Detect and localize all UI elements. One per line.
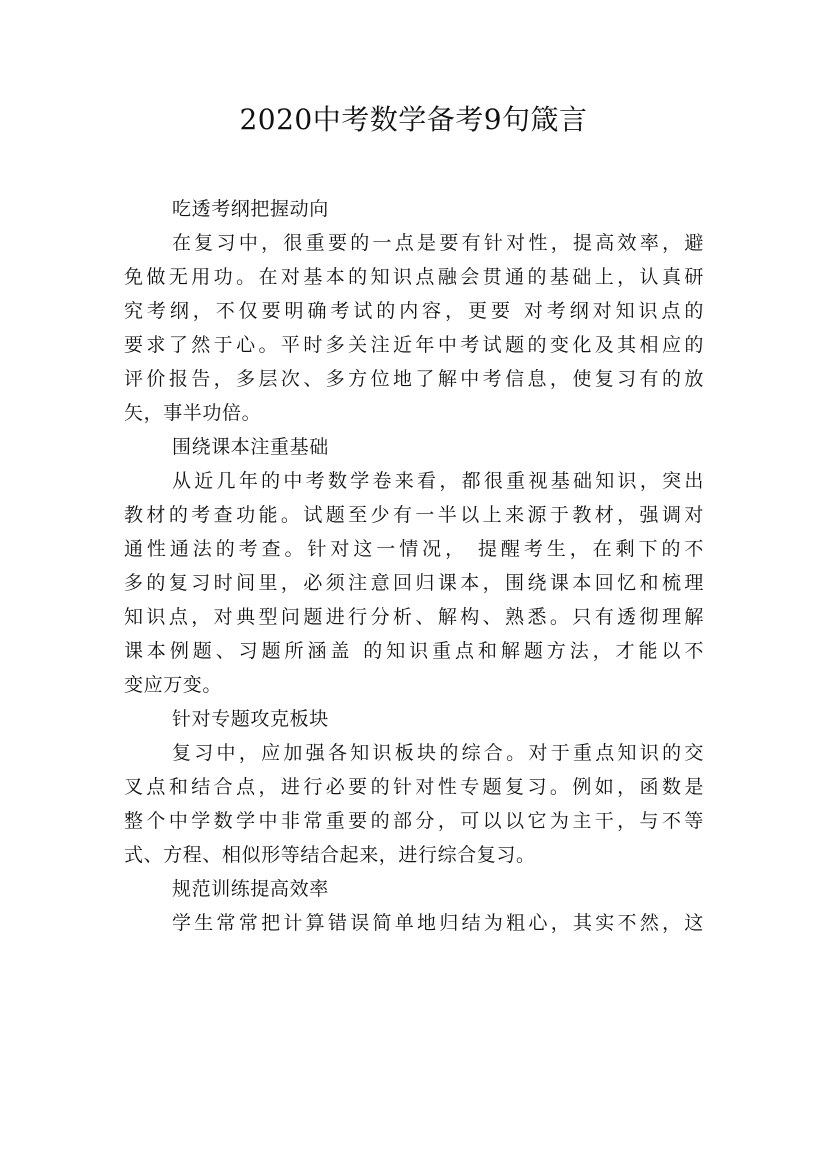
- paragraph-line: 叉点和结合点，进行必要的针对性专题复习。例如，函数是: [124, 776, 704, 798]
- paragraph-line: 复习中，应加强各知识板块的综合。对于重点知识的交: [172, 742, 704, 764]
- paragraph-line: 通性通法的考查。针对这一情况， 提醒考生，在剩下的不: [124, 538, 704, 560]
- paragraph-line: 矢，事半功倍。: [124, 402, 262, 424]
- paragraph-line: 从近几年的中考数学卷来看，都很重视基础知识，突出: [172, 470, 704, 492]
- paragraph-line: 课本例题、习题所涵盖 的知识重点和解题方法，才能以不: [124, 640, 704, 662]
- section-heading: 吃透考纲把握动向: [172, 198, 329, 220]
- paragraph-line: 式、方程、相似形等结合起来，进行综合复习。: [124, 844, 536, 866]
- document-title: 2020中考数学备考9句箴言: [239, 103, 588, 136]
- paragraph-line: 要求了然于心。平时多关注近年中考试题的变化及其相应的: [124, 334, 704, 356]
- section: [124, 702, 704, 872]
- section: [124, 872, 704, 940]
- section: [124, 192, 704, 430]
- paragraph-line: 评价报告，多层次、多方位地了解中考信息，使复习有的放: [124, 368, 704, 390]
- section-heading: 围绕课本注重基础: [172, 436, 329, 458]
- paragraph-line: 在复习中，很重要的一点是要有针对性，提高效率，避: [172, 232, 704, 254]
- paragraph-line: 学生常常把计算错误简单地归结为粗心，其实不然，这: [172, 912, 704, 934]
- document-body: [124, 192, 704, 940]
- section-heading: 针对专题攻克板块: [172, 708, 329, 730]
- paragraph-line: 免做无用功。在对基本的知识点融会贯通的基础上，认真研: [124, 266, 704, 288]
- paragraph-line: 整个中学数学中非常重要的部分，可以以它为主干，与不等: [124, 810, 704, 832]
- paragraph-line: 教材的考查功能。试题至少有一半以上来源于教材，强调对: [124, 504, 704, 526]
- paragraph-line: 变应万变。: [124, 674, 223, 696]
- section-heading: 规范训练提高效率: [172, 878, 329, 900]
- paragraph-line: 知识点，对典型问题进行分析、解构、熟悉。只有透彻理解: [124, 606, 704, 628]
- paragraph-line: 究考纲，不仅要明确考试的内容，更要 对考纲对知识点的: [124, 300, 704, 322]
- section: [124, 430, 704, 702]
- paragraph-line: 多的复习时间里，必须注意回归课本，围绕课本回忆和梳理: [124, 572, 704, 594]
